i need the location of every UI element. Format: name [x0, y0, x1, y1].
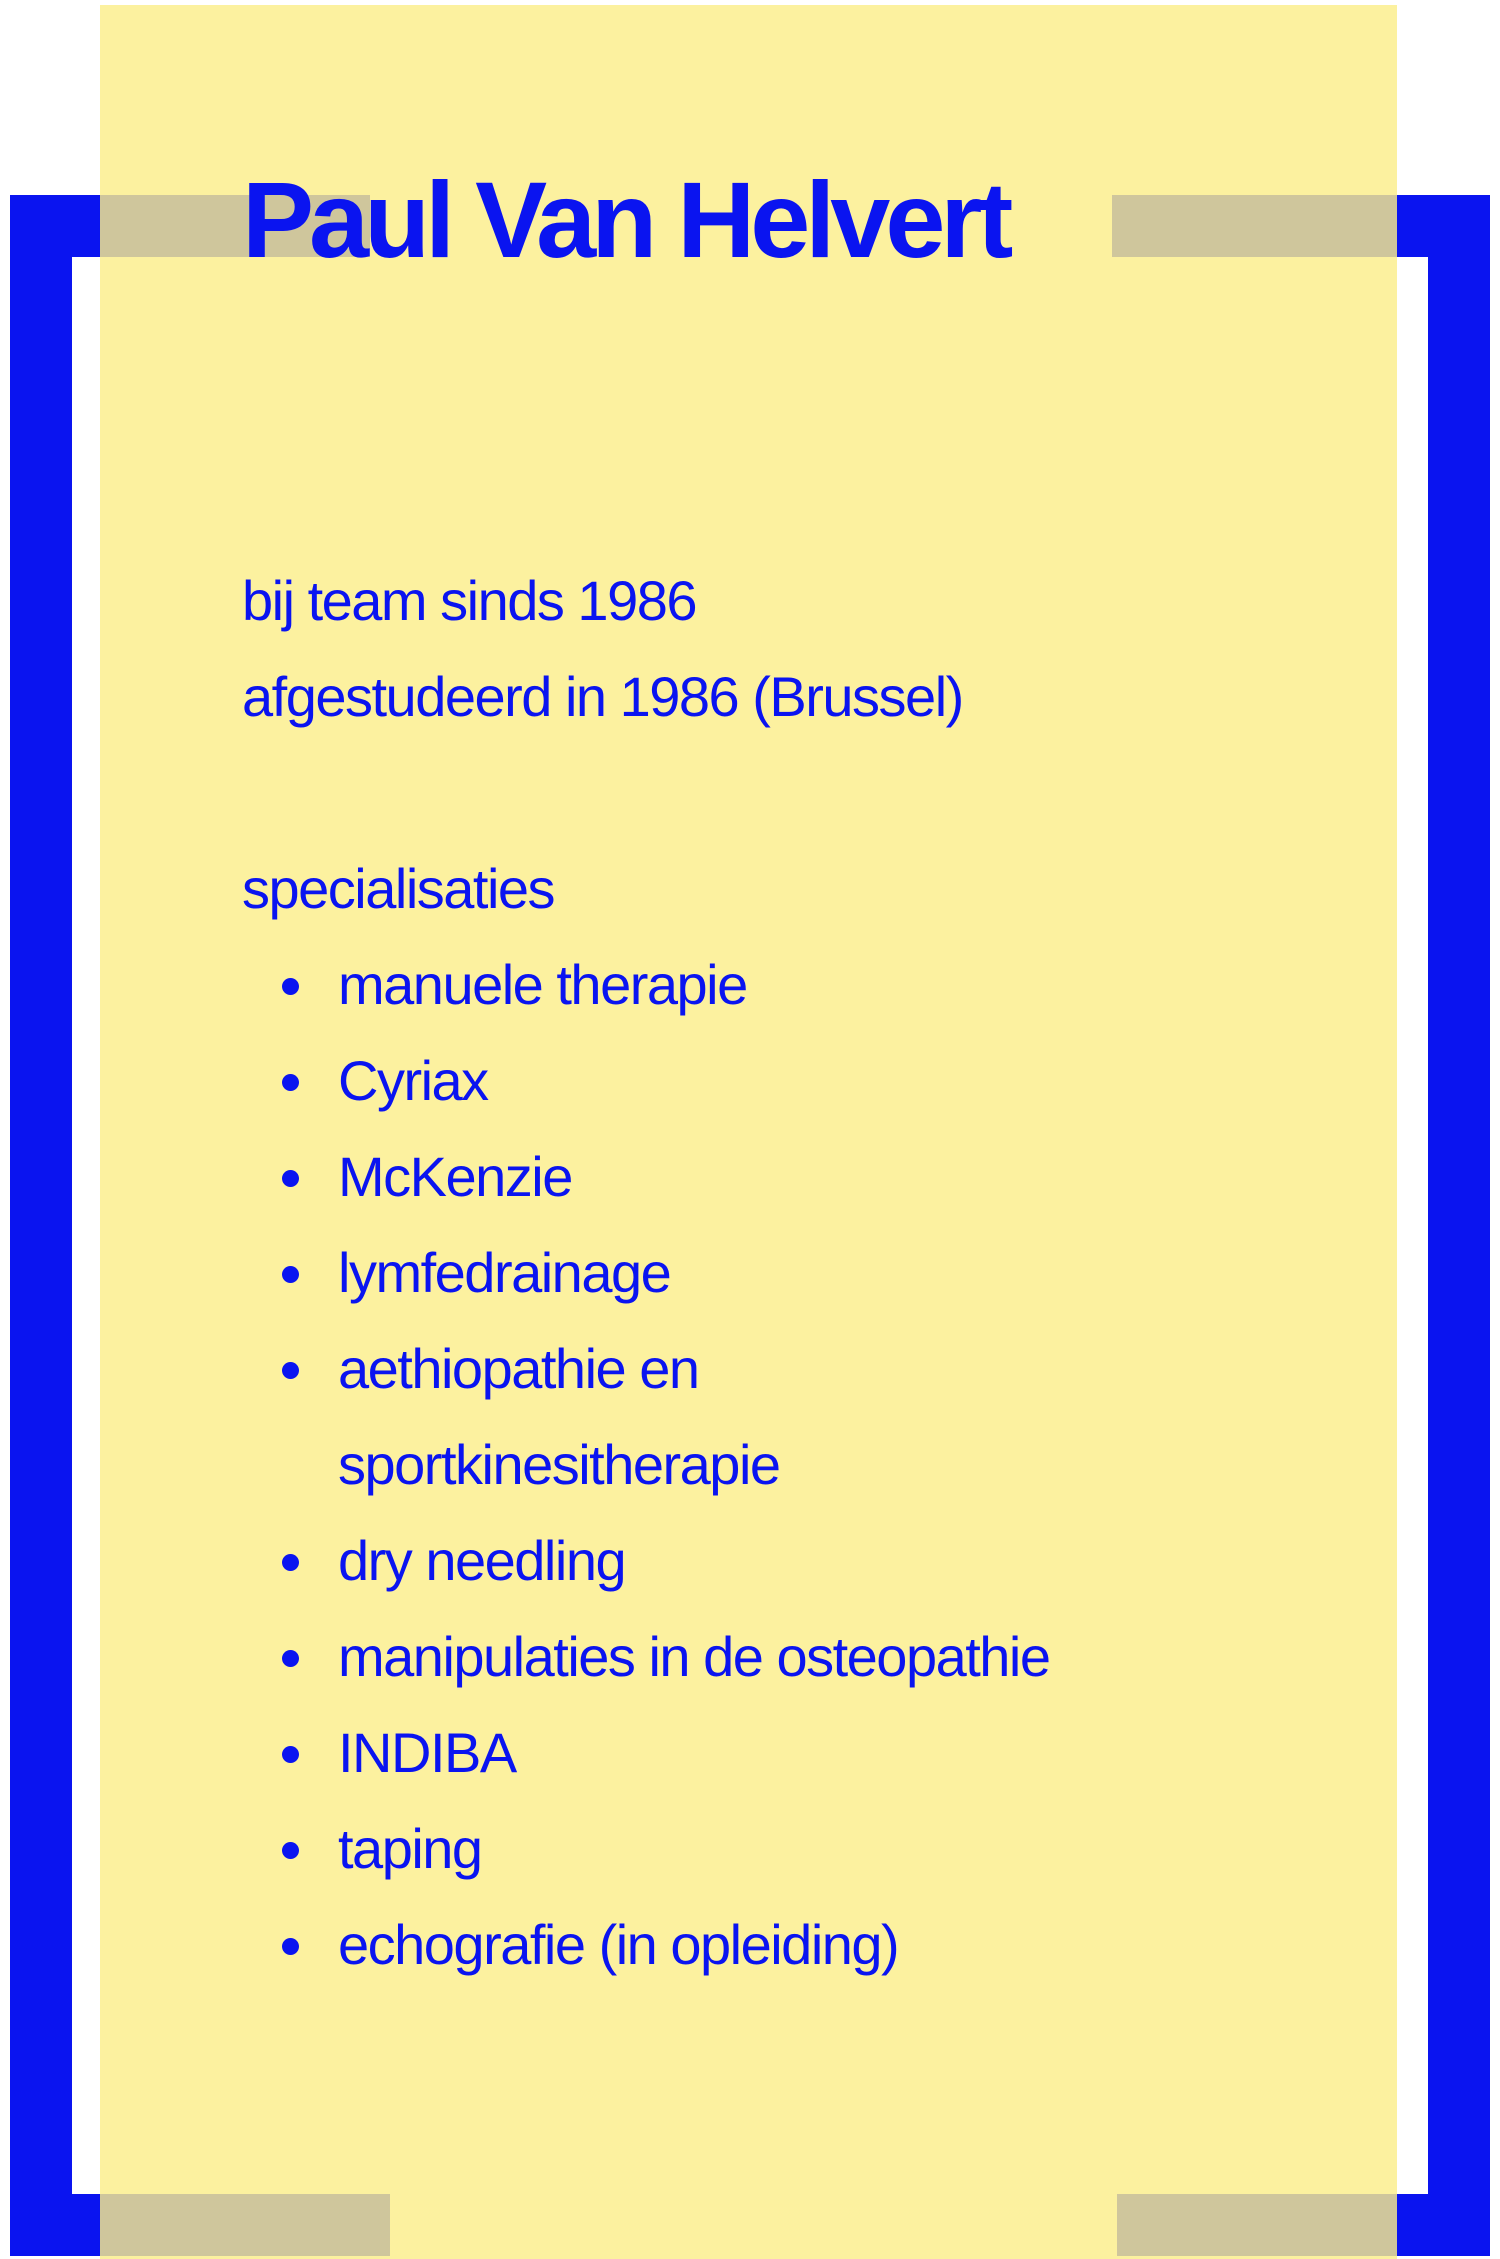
- list-item: [242, 1033, 1342, 1129]
- list-item: [242, 1129, 1342, 1225]
- list-item: [242, 1705, 1342, 1801]
- list-item-label: manuele therapie: [338, 953, 747, 1016]
- list-item-label: aethiopathie en sportkinesitherapie: [338, 1337, 780, 1496]
- specializations-heading: specialisaties: [242, 857, 555, 920]
- profile-info: [242, 553, 1342, 1993]
- list-item-label: echografie (in opleiding): [338, 1913, 899, 1976]
- specializations-list: [242, 937, 1342, 1993]
- list-item-label: dry needling: [338, 1529, 626, 1592]
- overlap-strip-bottom-right: [1117, 2194, 1397, 2256]
- list-item: [242, 937, 1342, 1033]
- list-item: [242, 1609, 1342, 1705]
- frame-left-bar: [10, 195, 72, 2256]
- list-item-label: manipulaties in de osteopathie: [338, 1625, 1050, 1688]
- overlap-strip-bottom-left: [100, 2194, 390, 2256]
- list-item: [242, 1321, 898, 1513]
- graduated-text: afgestudeerd in 1986 (Brussel): [242, 665, 963, 728]
- person-name: Paul Van Helvert: [242, 159, 1009, 280]
- list-item: [242, 1513, 1342, 1609]
- list-item-label: McKenzie: [338, 1145, 572, 1208]
- list-item-label: lymfedrainage: [338, 1241, 671, 1304]
- team-since-text: bij team sinds 1986: [242, 569, 697, 632]
- list-item-label: INDIBA: [338, 1721, 516, 1784]
- list-item-label: Cyriax: [338, 1049, 488, 1112]
- profile-content: [242, 155, 1342, 1993]
- list-item: [242, 1225, 1342, 1321]
- list-item: [242, 1897, 1342, 1993]
- list-item: [242, 1801, 1342, 1897]
- frame-right-bar: [1428, 195, 1490, 2256]
- list-item-label: taping: [338, 1817, 482, 1880]
